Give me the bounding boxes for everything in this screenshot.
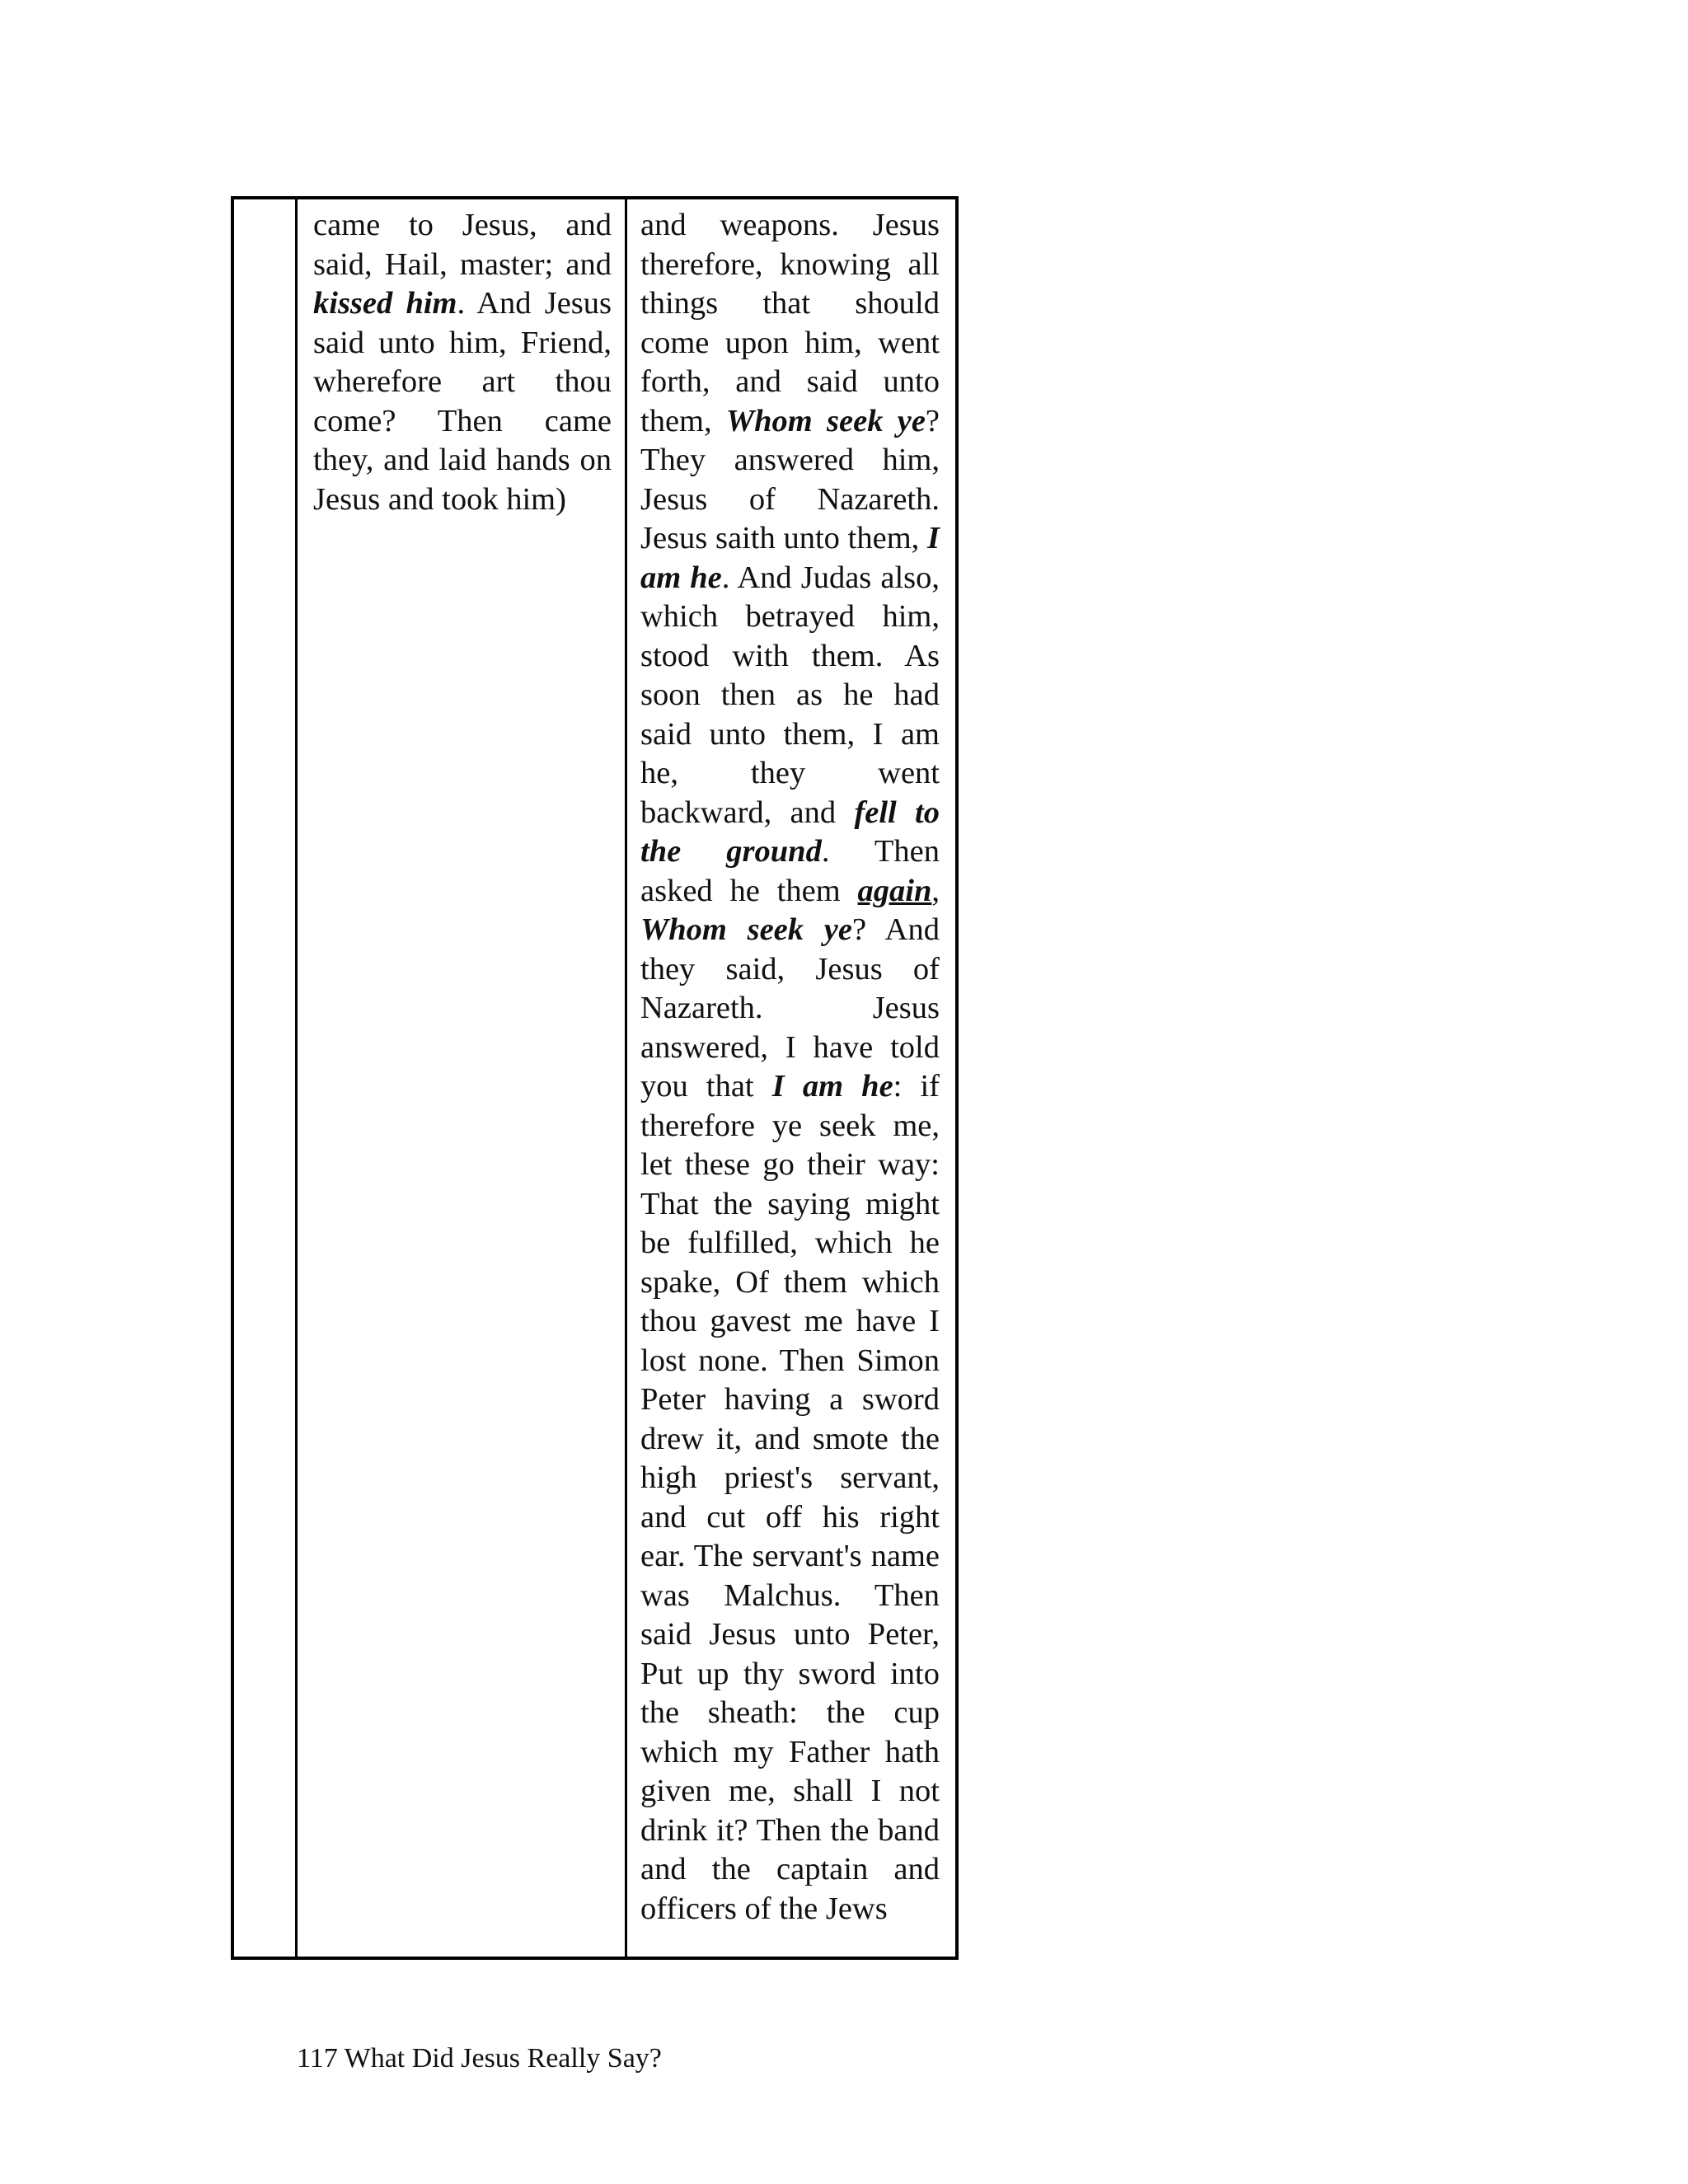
text-run: . Then asked he them [640, 834, 940, 908]
right-cell-text [640, 206, 940, 1929]
text-run: came to Jesus, and said, Hail, master; and [313, 208, 612, 282]
table-cell-empty [234, 199, 298, 1957]
emphasized-text: again [857, 873, 932, 908]
text-run: . And Jesus said unto him, Friend, wherefore art thou come? Then came they, and laid hands on Jesus and took him) [313, 286, 612, 517]
emphasized-text: I am he [640, 521, 940, 595]
middle-cell-text [313, 206, 612, 519]
emphasized-text: kissed him [313, 286, 457, 321]
table-cell-right [627, 199, 955, 1957]
emphasized-text: Whom seek ye [725, 403, 926, 438]
page-footer: 117 What Did Jesus Really Say? [297, 2043, 662, 2074]
table-cell-middle [298, 199, 627, 1957]
text-run: ? They answered him, Jesus of Nazareth. Jesus saith unto them, [640, 403, 940, 555]
emphasized-text: I am he [771, 1069, 893, 1104]
text-run: . And Judas also, which betrayed him, stood with them. As soon then as he had said unto them, I am he, they went backward, and [640, 560, 940, 830]
emphasized-text: fell to the ground [640, 794, 940, 869]
text-run: : if therefore ye seek me, let these go their way: That the saying might be fulfilled, which he spake, Of them which thou gavest me have I lost none. Then Simon Peter having a sword drew it, and smote the high priest's servant, and cut off his right ear. The servant's name was Malchus. Then said Jesus unto Peter, Put up thy sword into the sheath: the cup which my Father hath given me, shall I not drink it? Then the band and the captain and officers of the Jews [640, 1069, 940, 1926]
emphasized-text: Whom seek ye [640, 912, 852, 947]
text-run: ? And they said, Jesus of Nazareth. Jesus answered, I have told you that [640, 912, 940, 1104]
text-run: and weapons. Jesus therefore, knowing all things that should come upon him, went forth, and said unto them, [640, 208, 940, 438]
text-run: , [931, 873, 940, 908]
comparison-table [231, 196, 959, 1960]
